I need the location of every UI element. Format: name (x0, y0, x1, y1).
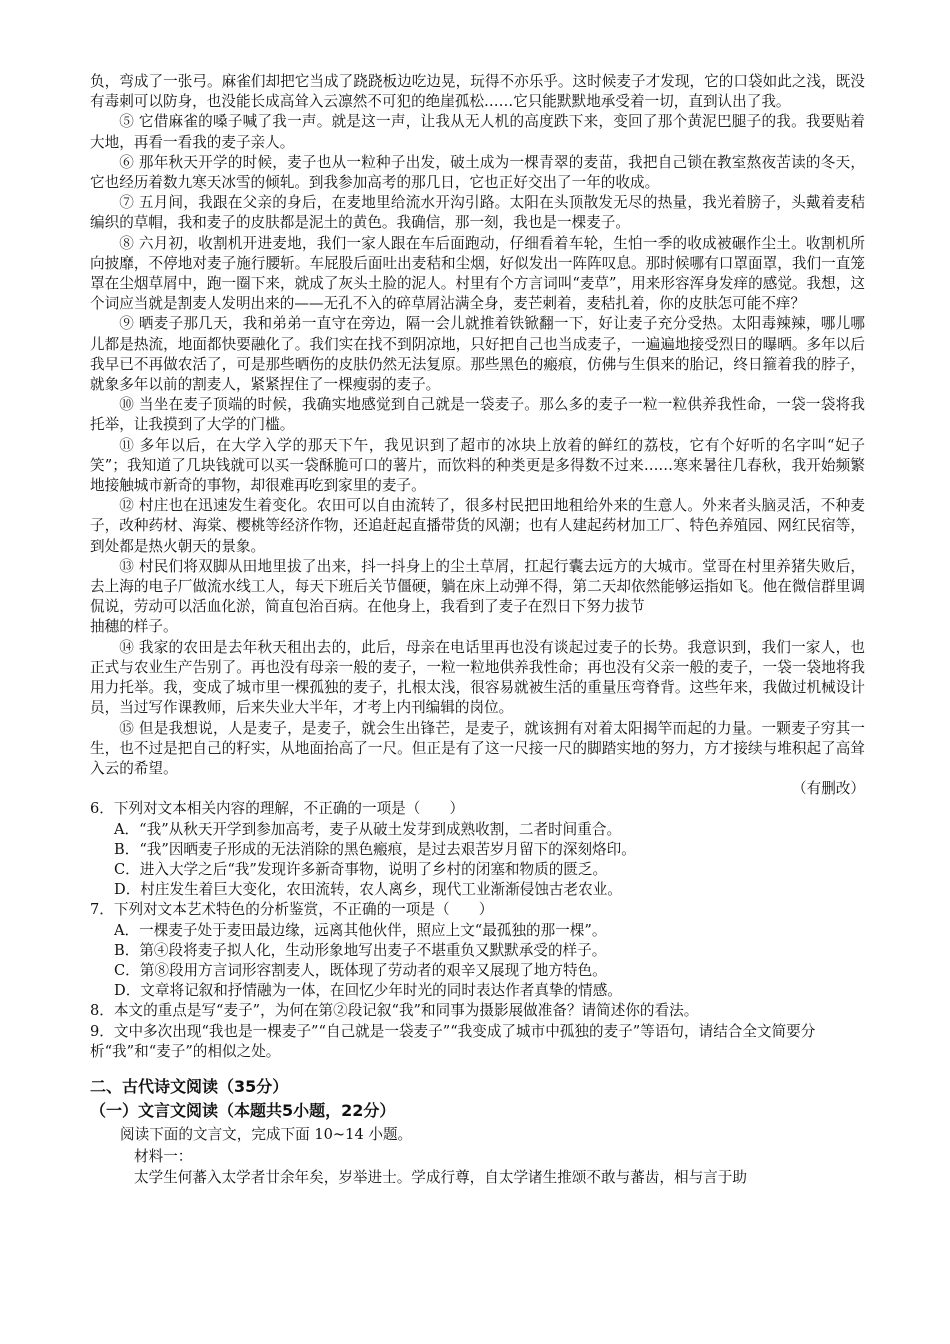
paragraph-8: ⑧ 六月初，收割机开进麦地，我们一家人跟在车后面跑动，仔细看着车轮，生怕一季的收成被碾作尘土。收割机所向披靡，不停地对麦子施行腰斩。车屁股后面吐出麦秸和尘烟，好似发出一阵阵叹息。那时候哪有口罩面罩，我们一直笼罩在尘烟草屑中，跑一圈下来，就成了灰头土脸的泥人。村里有个方言词叫“麦草”，用来形容浑身发痒的感觉。我想，这个词应当就是割麦人发明出来的——无孔不入的碎草屑沾满全身，麦芒刺着，麦秸扎着，你的皮肤怎可能不痒？ (90, 234, 865, 313)
question-6-option-b: B．“我”因晒麦子形成的无法消除的黑色瘢痕，是过去艰苦岁月留下的深刻烙印。 (114, 840, 636, 858)
paragraph-6: ⑥ 那年秋天开学的时候，麦子也从一粒种子出发，破土成为一棵青翠的麦苗，我把自己锁在教室熬夜苦读的冬天，它也经历着数九寒天冰雪的倾轧。到我参加高考的那几日，它也正好交出了一年的收成。 (90, 153, 865, 192)
material-text: 太学生何蕃入太学者廿余年矣，岁举进士。学成行尊，自太学诸生推颂不敢与蕃齿，相与言于助 (134, 1168, 747, 1186)
question-7-stem: 7．下列对文本艺术特色的分析鉴赏，不正确的一项是（ ） (90, 901, 494, 919)
question-7-option-c: C．第⑧段用方言词形容割麦人，既体现了劳动者的艰辛又展现了地方特色。 (114, 961, 607, 979)
edit-note: （有删改） (792, 780, 865, 798)
paragraph-13: ⑬ 村民们将双脚从田地里拔了出来，抖一抖身上的尘土草屑，扛起行囊去远方的大城市。堂哥在村里养猪失败后，去上海的电子厂做流水线工人，每天下班后关节僵硬，躺在床上动弹不得，第二天却依然能够运指如飞。他在微信群里调侃说，劳动可以活血化淤，简直包治百病。在他身上，我看到了麦子在烈日下努力拔节 (90, 557, 865, 616)
question-8: 8．本文的重点是写“麦子”，为何在第②段记叙“我”和同事为摄影展做准备？请简述你的看法。 (90, 1002, 699, 1020)
question-7-option-a: A．一棵麦子处于麦田最边缘，远离其他伙伴，照应上文“最孤独的那一棵”。 (114, 921, 607, 939)
question-9: 9．文中多次出现“我也是一棵麦子”“自己就是一袋麦子”“我变成了城市中孤独的麦子”等语句，请结合全文简要分析“我”和“麦子”的相似之处。 (90, 1022, 816, 1060)
questions (90, 799, 865, 1062)
paragraph-15: ⑮ 但是我想说，人是麦子，是麦子，就会生出锋芒，是麦子，就该拥有对着太阳揭竿而起的力量。一颗麦子穷其一生，也不过是把自己的籽实，从地面抬高了一尺。但正是有了这一尺接一尺的脚踏实地的努力，方才接续与堆积起了高耸入云的希望。 (90, 719, 865, 777)
paragraph-13-tail: 抽穗的样子。 (90, 618, 178, 636)
question-7-option-b: B．第④段将麦子拟人化，生动形象地写出麦子不堪重负又默默承受的样子。 (114, 941, 607, 959)
question-6-option-a: A．“我”从秋天开学到参加高考，麦子从破土发芽到成熟收割，二者时间重合。 (114, 820, 622, 838)
paragraph-5: ⑤ 它借麻雀的嗓子喊了我一声。就是这一声，让我从无人机的高度跌下来，变回了那个黄泥巴腿子的我。我要贴着大地，再看一看我的麦子亲人。 (90, 113, 865, 151)
paragraph-7: ⑦ 五月间，我跟在父亲的身后，在麦地里给流水开沟引路。太阳在头顶散发无尽的热量，我光着膀子，头戴着麦秸编织的草帽，我和麦子的皮肤都是泥土的黄色。我确信，那一刻，我也是一棵麦子。 (90, 194, 865, 232)
section-ancient-reading (90, 1076, 865, 1188)
paragraph-9: ⑨ 晒麦子那几天，我和弟弟一直守在旁边，隔一会儿就推着铁锨翻一下，好让麦子充分受热。太阳毒辣辣，哪儿哪儿都是热流，地面都快要融化了。我们实在找不到阴凉地，只好把自己也当成麦子，一遍遍地接受烈日的曝晒。多年以后我早已不再做农活了，可是那些晒伤的皮肤仍然无法复原。那些黑色的瘢痕，仿佛与生俱来的胎记，终日箍着我的脖子，就象多年以前的割麦人，紧紧捏住了一棵瘦弱的麦子。 (90, 315, 865, 394)
material-label: 材料一： (134, 1147, 193, 1165)
question-7-option-d: D．文章将记叙和抒情融为一体，在回忆少年时光的同时表达作者真挚的情感。 (114, 982, 622, 1000)
paragraph-continuation: 负，弯成了一张弓。麻雀们却把它当成了跷跷板边吃边晃，玩得不亦乐乎。这时候麦子才发现，它的口袋如此之浅，既没有毒刺可以防身，也没能长成高耸入云凛然不可犯的绝崖孤松……它只能默默地承受着一切，直到认出了我。 (90, 73, 865, 111)
section-title: 二、古代诗文阅读（35分） (90, 1076, 289, 1096)
paragraph-14: ⑭ 我家的农田是去年秋天租出去的，此后，母亲在电话里再也没有谈起过麦子的长势。我意识到，我们一家人，也正式与农业生产告别了。再也没有母亲一般的麦子，一粒一粒地供养我性命；再也没有父亲一般的麦子，一袋一袋地将我用力托举。我，变成了城市里一棵孤独的麦子，扎根太浅，很容易就被生活的重量压弯脊背。这些年来，我做过机械设计员，当过写作课教师，后来失业大半年，才考上内刊编辑的岗位。 (90, 638, 865, 717)
question-6-option-d: D．村庄发生着巨大变化，农田流转，农人离乡，现代工业渐渐侵蚀古老农业。 (114, 881, 622, 899)
section-instruction: 阅读下面的文言文，完成下面 10~14 小题。 (120, 1125, 413, 1143)
essay-body (90, 72, 865, 799)
question-6-option-c: C．进入大学之后“我”发现许多新奇事物，说明了乡村的闭塞和物质的匮乏。 (114, 860, 608, 878)
subsection-title: （一）文言文阅读（本题共5小题，22分） (90, 1100, 396, 1120)
paragraph-10: ⑩ 当坐在麦子顶端的时候，我确实地感觉到自己就是一袋麦子。那么多的麦子一粒一粒供养我性命，一袋一袋将我托举，让我摸到了大学的门槛。 (90, 396, 865, 434)
paragraph-12: ⑫ 村庄也在迅速发生着变化。农田可以自由流转了，很多村民把田地租给外来的生意人。外来者头脑灵活，不种麦子，改种药材、海棠、樱桃等经济作物，还追赶起直播带货的风潮；也有人建起药材加工厂、特色养殖园、网红民宿等，到处都是热火朝天的景象。 (90, 497, 865, 555)
document-page (90, 72, 865, 1188)
paragraph-11: ⑪ 多年以后，在大学入学的那天下午，我见识到了超市的冰块上放着的鲜红的荔枝，它有个好听的名字叫“妃子笑”；我知道了几块钱就可以买一袋酥脆可口的薯片，而饮料的种类更是多得数不过来……寒来暑往几春秋，我开始频繁地接触城市新奇的事物，却很难再吃到家里的麦子。 (90, 436, 865, 495)
question-6-stem: 6．下列对文本相关内容的理解，不正确的一项是（ ） (90, 800, 465, 818)
